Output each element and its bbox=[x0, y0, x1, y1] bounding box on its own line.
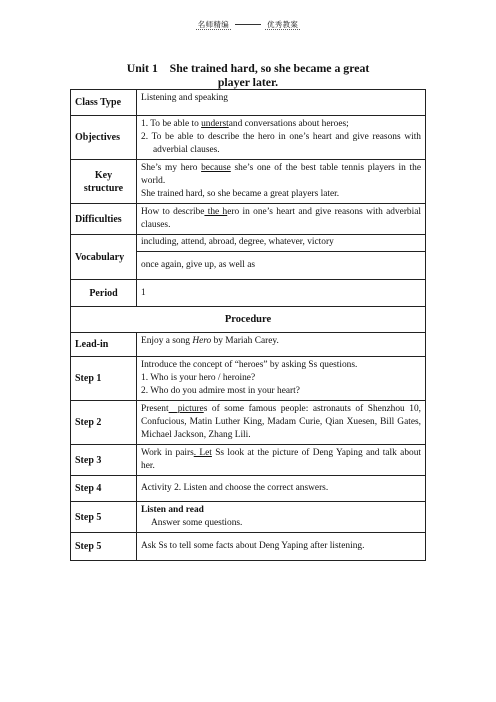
key-structure-text: She’s my hero bbox=[141, 163, 202, 173]
period-label: Period bbox=[71, 280, 137, 307]
vocabulary-line-1: including, attend, abroad, degree, whatever, victory bbox=[137, 235, 425, 252]
objective-number: 2. bbox=[141, 132, 149, 142]
difficulties-cell bbox=[137, 204, 426, 235]
row-difficulties bbox=[71, 204, 426, 235]
objective-item bbox=[141, 131, 421, 157]
step-5-label: Step 5 bbox=[71, 502, 137, 533]
row-step-3 bbox=[71, 445, 426, 476]
step-1-line: Introduce the concept of “heroes” by asking Ss questions. bbox=[141, 360, 358, 370]
procedure-heading: Procedure bbox=[71, 307, 426, 333]
row-period bbox=[71, 280, 426, 307]
key-structure-line-2: She trained hard, so she became a great players later. bbox=[141, 189, 340, 199]
step-5-label: Step 5 bbox=[71, 533, 137, 561]
header-separator bbox=[235, 24, 261, 25]
title-line-1: Unit 1 She trained hard, so she became a great bbox=[126, 61, 370, 75]
objective-number: 1. bbox=[141, 119, 149, 129]
lead-in-label: Lead-in bbox=[71, 333, 137, 357]
objectives-cell bbox=[137, 116, 426, 160]
step-1-cell bbox=[137, 357, 426, 401]
vocabulary-line-2: once again, give up, as well as bbox=[141, 260, 256, 270]
vocabulary-label: Vocabulary bbox=[71, 235, 137, 280]
key-structure-label: Key structure bbox=[71, 160, 137, 204]
step-1-label: Step 1 bbox=[71, 357, 137, 401]
vocabulary-cell bbox=[137, 235, 426, 280]
difficulties-text: How to describe bbox=[141, 207, 205, 217]
row-step-5b bbox=[71, 533, 426, 561]
step-2-text: s of some famous people: astronauts of Shenzhou 10, Confucious, Matin Luther King, Madam Curie, Qian Xuesen, Bill Gates, Michael Jackson, Zhang Lili. bbox=[141, 404, 421, 440]
step-2-underlined: picture bbox=[168, 404, 204, 414]
header-right: 优秀教案 bbox=[267, 20, 299, 29]
objective-text: and conversations about heroes; bbox=[228, 119, 349, 129]
step-3-underlined: . Let bbox=[193, 448, 212, 458]
row-procedure bbox=[71, 307, 426, 333]
header-left: 名师精编 bbox=[197, 20, 229, 29]
row-class-type bbox=[71, 90, 426, 116]
step-1-line: 2. Who do you admire most in your heart? bbox=[141, 386, 300, 396]
objective-item bbox=[141, 118, 421, 131]
objective-text: To be able to bbox=[150, 119, 202, 129]
step-4-label: Step 4 bbox=[71, 476, 137, 502]
lead-in-text: Enjoy a song bbox=[141, 336, 193, 346]
step-2-text: Present bbox=[141, 404, 169, 414]
row-step-2 bbox=[71, 401, 426, 445]
difficulties-text: ero in one’s heart and give reasons with adverbial clauses. bbox=[141, 207, 421, 230]
lead-in-cell bbox=[137, 333, 426, 357]
lead-in-text: by Mariah Carey. bbox=[211, 336, 279, 346]
objective-text-underlined: underst bbox=[201, 119, 229, 129]
step-4-text: Activity 2. Listen and choose the correct answers. bbox=[137, 476, 426, 502]
step-2-label: Step 2 bbox=[71, 401, 137, 445]
key-structure-cell bbox=[137, 160, 426, 204]
document-title bbox=[0, 61, 496, 89]
row-lead-in bbox=[71, 333, 426, 357]
period-value: 1 bbox=[137, 280, 426, 307]
objectives-list bbox=[141, 118, 421, 157]
key-structure-text: she’s one of the best table tennis players in the world. bbox=[141, 163, 422, 186]
row-step-1 bbox=[71, 357, 426, 401]
key-structure-underlined: because bbox=[201, 163, 231, 173]
objective-text: To be able to describe the hero in one’s heart and give reasons with adverbial clauses. bbox=[151, 132, 421, 155]
lesson-plan-table bbox=[70, 89, 426, 561]
step-5b-text: Ask Ss to tell some facts about Deng Yaping after listening. bbox=[137, 533, 426, 561]
row-key-structure bbox=[71, 160, 426, 204]
key-structure-line-1 bbox=[141, 162, 421, 188]
lead-in-song-title: Hero bbox=[192, 336, 212, 346]
row-step-4 bbox=[71, 476, 426, 502]
row-objectives bbox=[71, 116, 426, 160]
step-2-cell bbox=[137, 401, 426, 445]
difficulties-underlined: the h bbox=[204, 207, 228, 217]
class-type-label: Class Type bbox=[71, 90, 137, 116]
page-header bbox=[0, 19, 496, 30]
step-3-text: Work in pairs bbox=[141, 448, 194, 458]
difficulties-label: Difficulties bbox=[71, 204, 137, 235]
step-5a-subtext: Answer some questions. bbox=[151, 518, 243, 528]
row-vocabulary bbox=[71, 235, 426, 280]
step-1-line: 1. Who is your hero / heroine? bbox=[141, 373, 256, 383]
step-3-cell bbox=[137, 445, 426, 476]
step-3-label: Step 3 bbox=[71, 445, 137, 476]
objectives-label: Objectives bbox=[71, 116, 137, 160]
row-step-5a bbox=[71, 502, 426, 533]
step-5a-cell bbox=[137, 502, 426, 533]
title-line-2: player later. bbox=[217, 75, 279, 89]
class-type-value: Listening and speaking bbox=[137, 90, 426, 116]
step-3-text: Ss look at the picture of Deng Yaping and talk about her. bbox=[141, 448, 421, 471]
step-5a-title: Listen and read bbox=[141, 505, 204, 515]
